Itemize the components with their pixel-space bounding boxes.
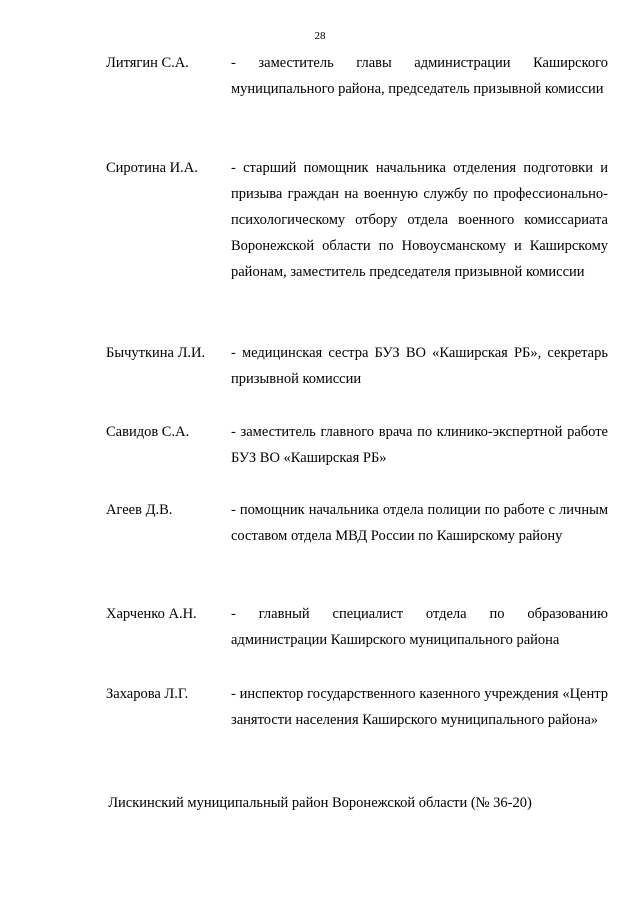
page-number: 28 bbox=[314, 30, 326, 42]
member-name: Захарова Л.Г. bbox=[106, 686, 189, 702]
member-role: - заместитель главы администрации Каширского муниципального района, председатель призывной комиссии bbox=[231, 55, 608, 97]
member-role: - помощник начальника отдела полиции по работе с личным составом отдела МВД России по Каширскому району bbox=[231, 502, 608, 544]
member-role: - заместитель главного врача по клинико-экспертной работе БУЗ ВО «Каширская РБ» bbox=[231, 424, 608, 466]
member-role: - главный специалист отдела по образованию администрации Каширского муниципального района bbox=[231, 606, 608, 648]
member-name: Агеев Д.В. bbox=[106, 502, 173, 518]
member-name: Савидов С.А. bbox=[106, 424, 190, 440]
member-name: Бычуткина Л.И. bbox=[106, 345, 206, 361]
member-name: Харченко А.Н. bbox=[106, 606, 197, 622]
member-role: - инспектор государственного казенного учреждения «Центр занятости населения Каширского муниципального района» bbox=[231, 686, 608, 728]
section-heading: Лискинский муниципальный район Воронежской области (№ 36-20) bbox=[108, 795, 532, 811]
member-name: Сиротина И.А. bbox=[106, 160, 198, 176]
member-role: - медицинская сестра БУЗ ВО «Каширская РБ», секретарь призывной комиссии bbox=[231, 345, 608, 387]
member-role: - старший помощник начальника отделения подготовки и призыва граждан на военную службу по профессионально-психологическому отбору отдела военного комиссариата Воронежской области по Новоусманскому и Каширскому районам, заместитель председателя призывной комиссии bbox=[231, 160, 608, 280]
member-name: Литягин С.А. bbox=[106, 55, 189, 71]
